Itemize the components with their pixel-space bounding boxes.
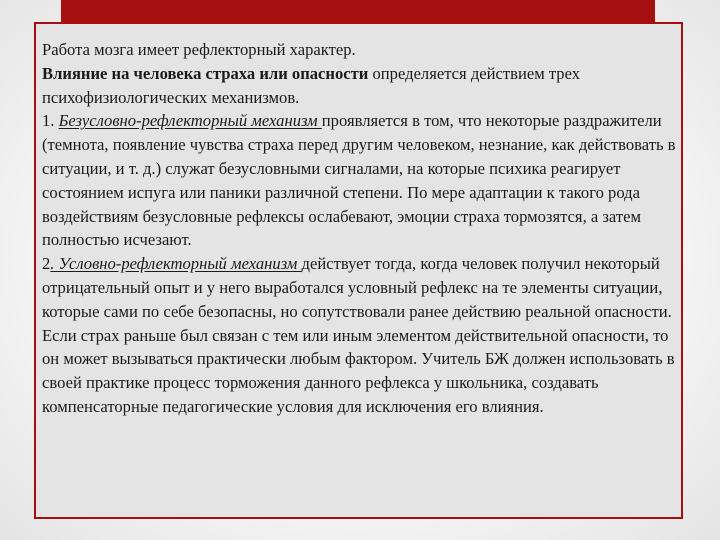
intro-line: Работа мозга имеет рефлекторный характер. [42, 40, 356, 59]
unconditioned-mechanism-paragraph: 1. Безусловно-рефлекторный механизм проявляется в том, что некоторые раздражители (темнота, появление чувства страха перед другим человеком, незнание, как действовать в ситуации, и т. д.) служат безусловными сигналами, на которые психика реагирует состоянием испуга или паники различной степени. По мере адаптации к такого рода воздействиям безусловные рефлексы ослабевают, эмоции страха тормозятся, а затем полностью исчезают. [42, 111, 676, 250]
mechanisms-intro-paragraph: Влияние на человека страха или опасности определяется действием трех психофизиологических механизмов. [42, 63, 581, 107]
title-accent-bar [61, 0, 655, 22]
conditioned-mechanism-term: . Условно-рефлекторный механизм [50, 254, 302, 274]
bold-lead-phrase: Влияние на человека страха или опасности [42, 63, 369, 83]
slide-body-text [42, 38, 678, 419]
conditioned-mechanism-paragraph: 2. Условно-рефлекторный механизм действует тогда, когда человек получил некоторый отрицательный опыт и у него выработался условный рефлекс на те элементы ситуации, которые сами по себе безопасны, но сопутствовали ранее действию реальной опасности. Если страх раньше был связан с тем или иным элементом действительной опасности, то он может вызываться практически любым фактором. Учитель БЖ должен использовать в своей практике процесс торможения данного рефлекса у школьника, создавать компенсаторные педагогические условия для исключения его влияния. [42, 254, 675, 416]
unconditioned-mechanism-term: Безусловно-рефлекторный механизм [58, 111, 322, 131]
